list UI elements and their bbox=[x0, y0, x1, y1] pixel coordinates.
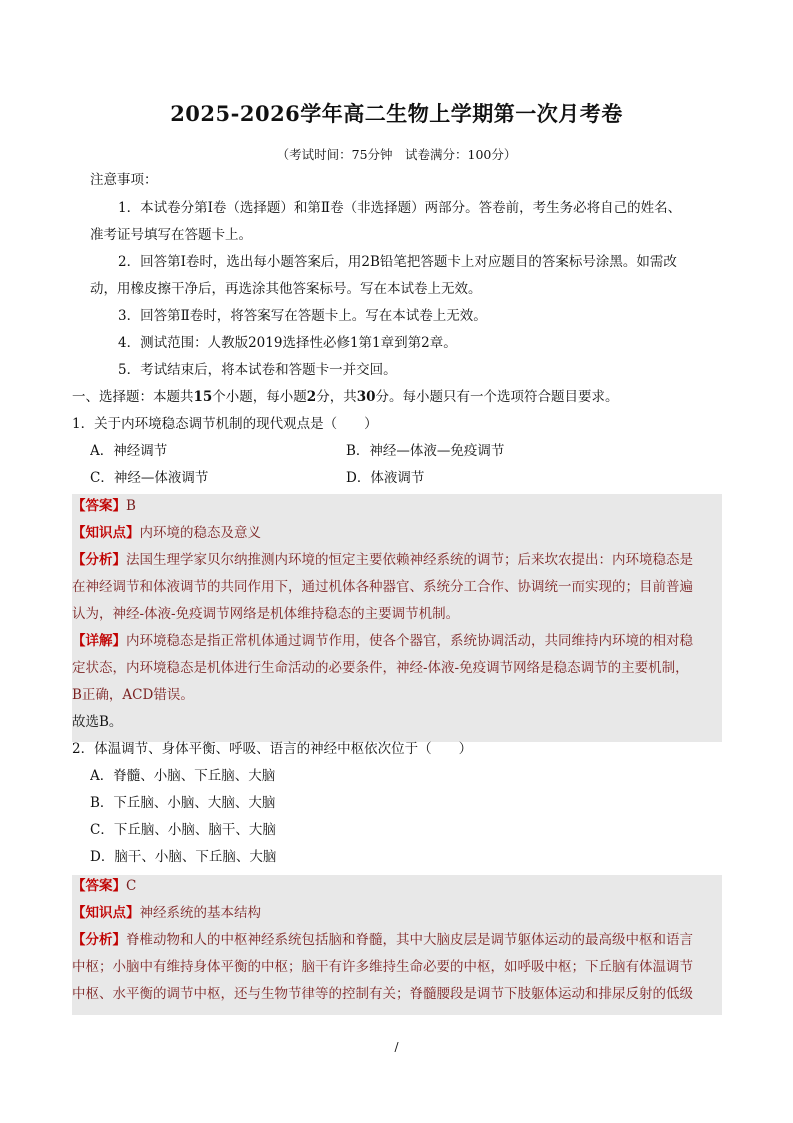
analysis-text: 脊椎动物和人的中枢神经系统包括脑和脊髓，其中大脑皮层是调节躯体运动的最高级中枢和语言 bbox=[126, 932, 693, 948]
answer-line bbox=[72, 873, 722, 900]
detail-text: 内环境稳态是指正常机体通过调节作用，使各个器官，系统协调活动，共同维持内环境的相对稳 bbox=[126, 633, 693, 649]
knowledge-point-tag: 【知识点】 bbox=[72, 905, 140, 921]
knowledge-point-line bbox=[72, 900, 722, 927]
note-line: 5．考试结束后，将本试卷和答题卡一并交回。 bbox=[118, 362, 397, 378]
analysis-text: 法国生理学家贝尔纳推测内环境的恒定主要依赖神经系统的调节；后来坎农提出：内环境稳态是 bbox=[126, 552, 693, 568]
analysis-line bbox=[72, 574, 722, 601]
analysis-line bbox=[72, 981, 722, 1008]
note-line: 4．测试范围：人教版2019选择性必修1第1章到第2章。 bbox=[118, 335, 457, 351]
exam-info: （考试时间：75分钟 试卷满分：100分） bbox=[276, 147, 517, 162]
page-title: 2025-2026学年高二生物上学期第一次月考卷 bbox=[170, 101, 623, 126]
analysis-text: 中枢；小脑中有维持身体平衡的中枢；脑干有许多维持生命必要的中枢，如呼吸中枢；下丘脑有体温调节 bbox=[72, 959, 693, 975]
option-a: A．脊髓、小脑、下丘脑、大脑 bbox=[90, 768, 276, 784]
knowledge-point-line bbox=[72, 520, 722, 547]
detail-text: 定状态，内环境稳态是机体进行生命活动的必要条件，神经-体液-免疫调节网络是稳态调节的主要机制， bbox=[72, 660, 689, 676]
option-d: D．体液调节 bbox=[346, 470, 425, 486]
detail-line bbox=[72, 682, 722, 709]
option-c: C．下丘脑、小脑、脑干、大脑 bbox=[90, 822, 276, 838]
answer-tag: 【答案】 bbox=[72, 878, 126, 894]
detail-text: B正确，ACD错误。 bbox=[72, 687, 194, 703]
analysis-tag: 【分析】 bbox=[72, 932, 126, 948]
note-line: 动，用橡皮擦干净后，再选涂其他答案标号。写在本试卷上无效。 bbox=[90, 281, 482, 297]
answer-value: B bbox=[126, 498, 136, 514]
analysis-line bbox=[72, 927, 722, 954]
analysis-tag: 【分析】 bbox=[72, 552, 126, 568]
note-line: 3．回答第Ⅱ卷时，将答案写在答题卡上。写在本试卷上无效。 bbox=[118, 308, 487, 324]
note-line: 2．回答第Ⅰ卷时，选出每小题答案后，用2B铅笔把答题卡上对应题目的答案标号涂黑。如需改 bbox=[118, 254, 677, 270]
answer-tag: 【答案】 bbox=[72, 498, 126, 514]
section-heading bbox=[72, 384, 722, 411]
points-each: 2 bbox=[306, 389, 317, 405]
option-b: B．神经—体液—免疫调节 bbox=[346, 443, 505, 459]
answer-line bbox=[72, 493, 722, 520]
analysis-text: 在神经调节和体液调节的共同作用下，通过机体各种器官、系统分工合作、协调统一而实现的；目前普遍 bbox=[72, 579, 693, 595]
question-stem: 2．体温调节、身体平衡、呼吸、语言的神经中枢依次位于（ ） bbox=[72, 741, 473, 757]
note-line: 准考证号填写在答题卡上。 bbox=[90, 227, 252, 243]
detail-line bbox=[72, 655, 722, 682]
knowledge-point-tag: 【知识点】 bbox=[72, 525, 140, 541]
answer-value: C bbox=[126, 878, 137, 894]
analysis-text: 中枢、水平衡的调节中枢，还与生物节律等的控制有关；脊髓腰段是调节下肢躯体运动和排尿反射的低级 bbox=[72, 986, 693, 1002]
points-total: 30 bbox=[356, 389, 376, 405]
analysis-line bbox=[72, 954, 722, 981]
conclusion: 故选B。 bbox=[72, 714, 123, 730]
question-stem: 1．关于内环境稳态调节机制的现代观点是（ ） bbox=[72, 416, 378, 432]
analysis-line bbox=[72, 601, 722, 628]
analysis-line bbox=[72, 547, 722, 574]
section-text: 分。每小题只有一个选项符合题目要求。 bbox=[375, 389, 619, 405]
option-c: C．神经—体液调节 bbox=[90, 470, 209, 486]
detail-line bbox=[72, 628, 722, 655]
question-count: 15 bbox=[193, 389, 213, 405]
note-line: 1．本试卷分第Ⅰ卷（选择题）和第Ⅱ卷（非选择题）两部分。答卷前，考生务必将自己的姓名、 bbox=[118, 200, 682, 216]
section-text: 分，共 bbox=[316, 389, 357, 405]
option-b: B．下丘脑、小脑、大脑、大脑 bbox=[90, 795, 276, 811]
knowledge-point: 神经系统的基本结构 bbox=[139, 905, 261, 921]
option-a: A．神经调节 bbox=[90, 443, 168, 459]
section-text: 一、选择题：本题共 bbox=[72, 389, 194, 405]
option-d: D．脑干、小脑、下丘脑、大脑 bbox=[90, 849, 277, 865]
analysis-text: 认为，神经-体液-免疫调节网络是机体维持稳态的主要调节机制。 bbox=[72, 606, 460, 622]
page-number: / bbox=[394, 1040, 399, 1054]
knowledge-point: 内环境的稳态及意义 bbox=[139, 525, 261, 541]
detail-tag: 【详解】 bbox=[72, 633, 126, 649]
notes-heading: 注意事项： bbox=[90, 172, 158, 188]
section-text: 个小题，每小题 bbox=[212, 389, 307, 405]
